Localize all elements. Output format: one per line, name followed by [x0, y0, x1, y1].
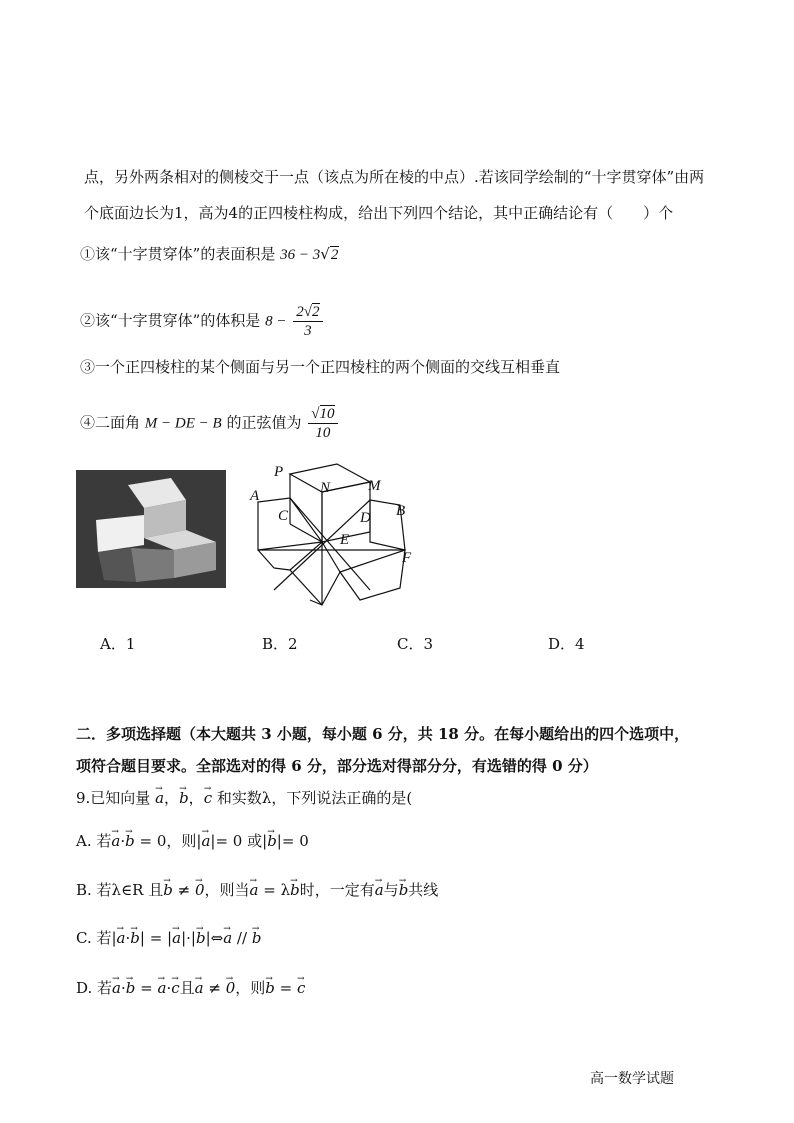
q8-statement-1: ①该“十字贯穿体”的表面积是 36 − 3√2: [80, 245, 339, 263]
page-footer: 高一数学试题: [590, 1071, 674, 1087]
label-m: M: [368, 478, 381, 494]
q8-intro-line-2: 个底面边长为1，高为4的正四棱柱构成，给出下列四个结论，其中正确结论有（ ）个: [84, 204, 674, 222]
label-f: F: [402, 550, 412, 566]
label-n: N: [320, 480, 331, 496]
section-2-heading-line-1: 二．多项选择题（本大题共 3 小题，每小题 6 分，共 18 分。在每小题给出的四个选项中，: [76, 725, 690, 743]
fraction: $\frac{√10}{10}$: [308, 405, 337, 442]
q8-option-a[interactable]: A．1: [100, 635, 136, 653]
q8-option-b[interactable]: B．2: [262, 635, 298, 653]
section-2-heading-line-2: 项符合题目要求。全部选对的得 6 分，部分选对得部分分，有选错的得 0 分）: [76, 757, 598, 775]
q8-statement-2: ②该“十字贯穿体”的体积是 8 − $\frac{2√2}{3}$: [80, 303, 325, 340]
q9-option-c[interactable]: C. 若|→ a·→ b| = |→ a|·|→ b|⇔→ a // → b: [76, 928, 261, 948]
label-d: D: [360, 510, 371, 526]
label-b: B: [396, 503, 406, 519]
label-c: C: [278, 508, 289, 524]
q9-option-b[interactable]: B. 若λ∈R 且→ b ≠ → 0，则当→ a = λ→ b时，一定有→ a与→ b共线: [76, 880, 438, 900]
q9-option-a[interactable]: A. 若→ a·→ b = 0，则|→ a|= 0 或|→ b|= 0: [76, 831, 309, 851]
q8-intro-line-1: 点，另外两条相对的侧棱交于一点（该点为所在棱的中点）.若该同学绘制的“十字贯穿体”由两: [84, 168, 705, 186]
q9-stem: 9.已知向量 → a，→ b，→ c 和实数λ，下列说法正确的是(: [76, 788, 412, 808]
q8-statement-3: ③一个正四棱柱的某个侧面与另一个正四棱柱的两个侧面的交线互相垂直: [80, 358, 561, 376]
q9-option-d[interactable]: D. 若→ a·→ b = → a·→ c且→ a ≠ → 0，则→ b = → c: [76, 978, 305, 998]
sqrt-symbol: √2: [320, 245, 339, 263]
q8-option-d[interactable]: D．4: [548, 635, 585, 653]
cross-diagram: [240, 460, 430, 614]
label-a: A: [250, 488, 260, 504]
q8-option-c[interactable]: C．3: [397, 635, 434, 653]
label-e: E: [340, 532, 350, 548]
cross-photo-image: [76, 470, 226, 588]
fraction: $\frac{2√2}{3}$: [293, 303, 322, 340]
label-p: P: [274, 464, 284, 480]
q8-statement-4: ④二面角 M − DE − B 的正弦值为 $\frac{√10}{10}$: [80, 405, 340, 442]
